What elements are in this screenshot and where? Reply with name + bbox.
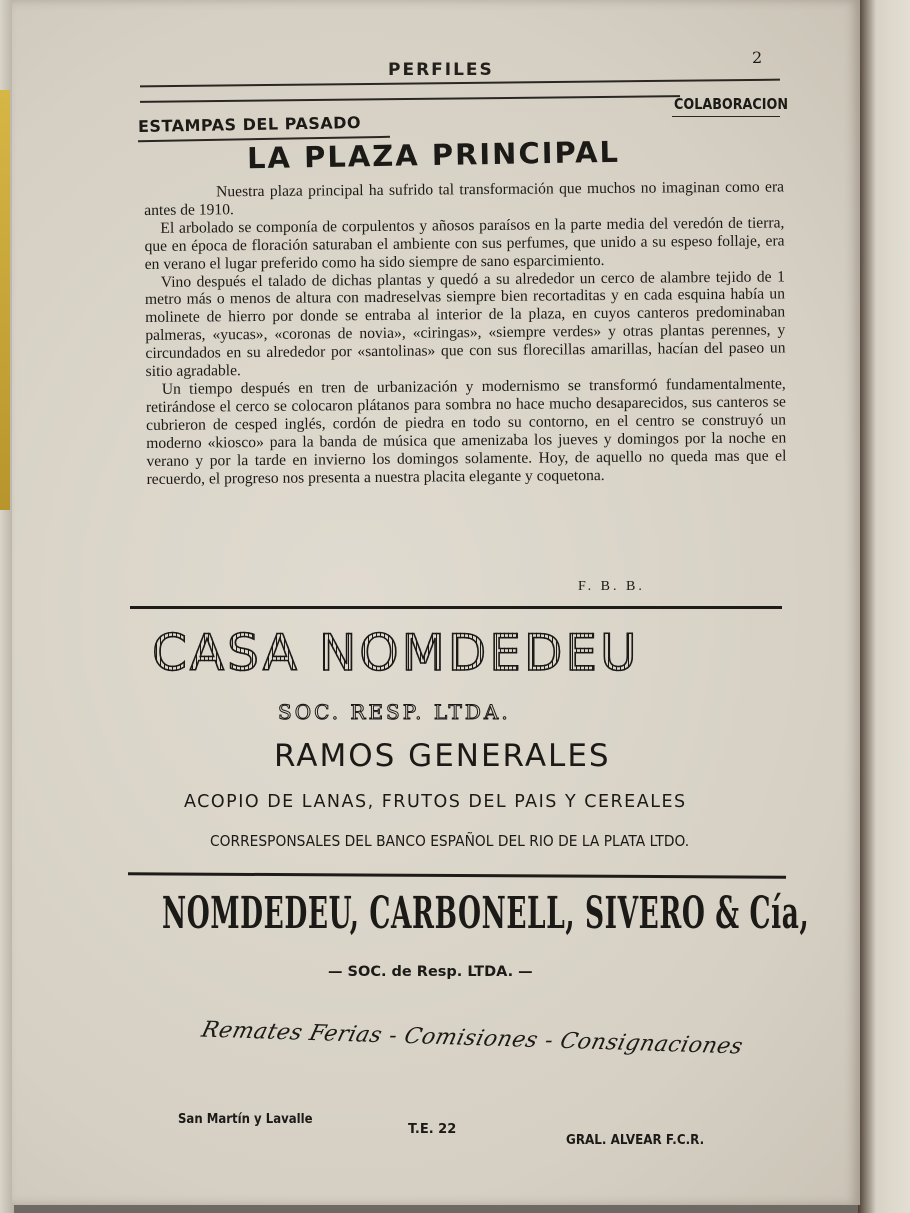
divider-rule-lower bbox=[128, 872, 786, 878]
page-number: 2 bbox=[752, 48, 763, 67]
header-rule-lower bbox=[140, 95, 680, 103]
section-left-label: ESTAMPAS DEL PASADO bbox=[137, 113, 362, 136]
article-title: LA PLAZA PRINCIPAL bbox=[246, 134, 621, 176]
publication-title: PERFILES bbox=[388, 60, 494, 80]
ad-description: ACOPIO DE LANAS, FRUTOS DEL PAIS Y CEREALES bbox=[184, 792, 687, 812]
section-right-underline bbox=[672, 116, 780, 117]
background-yellow-book-edge bbox=[0, 90, 10, 510]
article-body bbox=[144, 178, 787, 488]
divider-rule bbox=[130, 606, 782, 609]
section-right-label: COLABORACION bbox=[674, 95, 789, 113]
document-page bbox=[12, 0, 860, 1205]
ad2-services: Remates Ferias - Comisiones - Consignaciones bbox=[199, 1017, 746, 1060]
ad-company-type: SOC. RESP. LTDA. bbox=[278, 700, 511, 724]
article-paragraph: Vino después el talado de dichas plantas y quedó a su alrededor un cerco de alambre tejido de 1 metro más o menos de altura con madreselvas siempre bien recortaditas y en cada esquina había un molinete de hierro por donde se entraba al interior de la plaza, en cuyos canteros predominaban palmeras, «yucas», «coronas de novia», «ciringas», «siempre verdes» y otras plantas perennes, y circundados en su alrededor por «santolinas» que con sus florecillas amarillas, hacían del paseo un sitio agradable. bbox=[144, 267, 786, 381]
article-paragraph: El arbolado se componía de corpulentos y añosos paraísos en la parte media del veredón de tierra, que en época de floración saturaban el ambiente con sus perfumes, que unido a su espeso follaje, era en verano el lugar preferido como ha sido siempre de sano esparcimiento. bbox=[144, 214, 785, 273]
article-signature: F. B. B. bbox=[578, 579, 645, 594]
ad2-company-type: — SOC. de Resp. LTDA. — bbox=[328, 964, 533, 980]
ad-business-name: CASA NOMDEDEU bbox=[152, 624, 640, 682]
article-paragraph: Nuestra plaza principal ha sufrido tal transformación que muchos no imaginan como era antes de 1910. bbox=[144, 178, 785, 219]
article-paragraph: Un tiempo después en tren de urbanización y modernismo se transformó fundamentalmente, retirándose el cerco se colocaron plátanos para sombra no hace mucho desaparecidos, sus canteros se cubrieron de cesped inglés, cordón de piedra en todo su contorno, en el centro se construyó un moderno «kiosco» para la banda de música que amenizaba los jueves y domingos por la noche en verano y por la tarde en invierno los domingos solamente. Hoy, de aquello no queda mas que el recuerdo, el progreso nos presenta a nuestra placita elegante y coquetona. bbox=[145, 375, 787, 488]
ad-correspondent: CORRESPONSALES DEL BANCO ESPAÑOL DEL RIO DE LA PLATA LTDO. bbox=[210, 832, 690, 850]
ad2-address: San Martín y Lavalle bbox=[178, 1112, 313, 1127]
ad2-phone: T.E. 22 bbox=[408, 1122, 457, 1137]
ad2-business-name: NOMDEDEU, CARBONELL, SIVERO & Cía, bbox=[162, 888, 810, 939]
background-next-page bbox=[858, 0, 910, 1213]
ad2-location: GRAL. ALVEAR F.C.R. bbox=[566, 1133, 705, 1148]
ad-tagline: RAMOS GENERALES bbox=[274, 738, 611, 774]
